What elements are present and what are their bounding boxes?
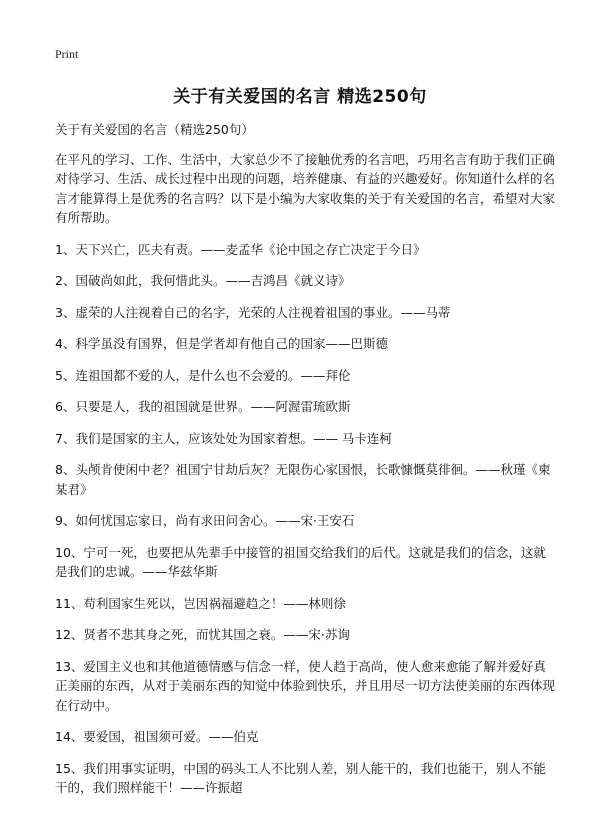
print-link[interactable]: Print — [55, 47, 79, 61]
quote-item: 7、我们是国家的主人，应该处处为国家着想。—— 马卡连柯 — [55, 430, 392, 446]
quote-item: 14、要爱国，祖国须可爱。——伯克 — [55, 729, 259, 744]
quote-item: 1、天下兴亡，匹夫有责。——麦孟华《论中国之存亡决定于今日》 — [55, 241, 426, 257]
quote-item: 2、国破尚如此，我何惜此头。——吉鸿昌《就义诗》 — [55, 273, 351, 288]
intro-paragraph: 在平凡的学习、工作、生活中，大家总少不了接触优秀的名言吧，巧用名言有助于我们正确对待学习、生活、成长过程中出现的问题，培养健康、有益的兴趣爱好。你知道什么样的名言才能算得上是优秀的名言吗？以下是小编为大家收集的关于有关爱国的名言，希望对大家有所帮助。 — [55, 151, 556, 225]
quote-item: 3、虚荣的人注视着自己的名字，光荣的人注视着祖国的事业。——马蒂 — [55, 304, 451, 320]
article-body — [55, 120, 555, 810]
quote-item: 6、只要是人，我的祖国就是世界。——阿渥雷琉欧斯 — [55, 399, 351, 414]
page-title: 关于有关爱国的名言 精选250句 — [173, 87, 427, 107]
quote-item: 4、科学虽没有国界，但是学者却有他自己的国家——巴斯德 — [55, 336, 388, 351]
quote-item: 12、贤者不悲其身之死，而忧其国之衰。——宋·苏询 — [55, 627, 350, 642]
quote-item: 15、我们用事实证明，中国的码头工人不比别人差，别人能干的，我们也能干，别人不能干的，我们照样能干！——许振超 — [55, 760, 546, 795]
quote-item: 8、头颅肯使闲中老？祖国宁甘劫后灰？无限伤心家国恨，长歌慷慨莫徘徊。——秋瑾《柬某君》 — [55, 462, 551, 497]
quote-item: 10、宁可一死，也要把从先辈手中接管的祖国交给我们的后代。这就是我们的信念，这就是我们的忠诚。——华兹华斯 — [55, 544, 546, 579]
quote-item: 9、如何忧国忘家日，尚有求田问舍心。——宋·王安石 — [55, 513, 355, 528]
quote-item: 5、连祖国都不爱的人，是什么也不会爱的。——拜伦 — [55, 367, 351, 383]
quote-item: 13、爱国主义也和其他道德情感与信念一样，使人趋于高尚，使人愈来愈能了解并爱好真正美丽的东西，从对于美丽东西的知觉中体验到快乐，并且用尽一切方法使美丽的东西体现在行动中。 — [55, 658, 556, 713]
article-subtitle: 关于有关爱国的名言（精选250句） — [55, 122, 254, 137]
quote-item: 11、苟利国家生死以，岂因祸福避趋之！——林则徐 — [55, 595, 346, 611]
